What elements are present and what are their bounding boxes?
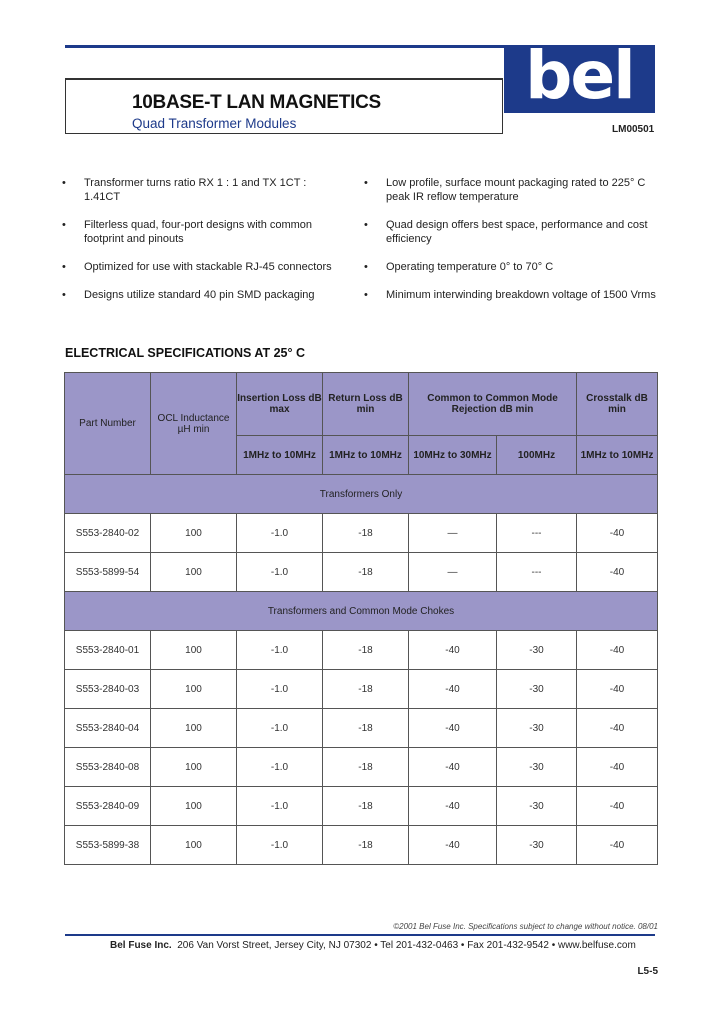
table-cell: 100: [151, 514, 237, 553]
table-cell: 100: [151, 826, 237, 865]
table-cell: -30: [497, 826, 577, 865]
table-cell: -40: [577, 826, 658, 865]
table-cell: -40: [409, 631, 497, 670]
table-cell: 100: [151, 787, 237, 826]
table-cell: ---: [497, 514, 577, 553]
feature-item: • Optimized for use with stackable RJ-45 connectors: [62, 261, 332, 273]
sub-il: 1MHz to 10MHz: [237, 436, 323, 475]
table-row: [65, 670, 658, 709]
table-cell: —: [409, 514, 497, 553]
spec-table: [64, 372, 658, 865]
part-number-cell: S553-2840-09: [65, 787, 151, 826]
part-number-cell: S553-2840-03: [65, 670, 151, 709]
table-row: [65, 709, 658, 748]
doc-code: LM00501: [612, 124, 655, 135]
table-row: [65, 826, 658, 865]
feature-item: • Filterless quad, four-port designs with common footprint and pinouts: [62, 219, 313, 245]
col-part-number: Part Number: [65, 373, 151, 475]
sub-rl: 1MHz to 10MHz: [323, 436, 409, 475]
table-cell: -18: [323, 631, 409, 670]
table-row: [65, 514, 658, 553]
feature-item: • Operating temperature 0° to 70° C: [364, 261, 554, 273]
table-cell: 100: [151, 553, 237, 592]
table-cell: -40: [577, 631, 658, 670]
table-cell: -1.0: [237, 709, 323, 748]
page-subtitle: Quad Transformer Modules: [132, 116, 297, 131]
page-title: 10BASE-T LAN MAGNETICS: [132, 92, 381, 113]
group-label: Transformers and Common Mode Chokes: [65, 592, 658, 631]
table-cell: -30: [497, 670, 577, 709]
col-crosstalk: Crosstalk dB min: [577, 373, 658, 436]
feature-list-right: [364, 176, 664, 316]
table-cell: -1.0: [237, 748, 323, 787]
table-cell: -18: [323, 709, 409, 748]
table-cell: 100: [151, 631, 237, 670]
table-cell: -1.0: [237, 787, 323, 826]
part-number-cell: S553-2840-02: [65, 514, 151, 553]
table-cell: -30: [497, 631, 577, 670]
feature-item: • Quad design offers best space, performance and cost efficiency: [364, 219, 648, 245]
table-cell: 100: [151, 709, 237, 748]
table-cell: -40: [577, 553, 658, 592]
table-cell: -18: [323, 670, 409, 709]
table-cell: -40: [409, 709, 497, 748]
part-number-cell: S553-5899-54: [65, 553, 151, 592]
part-number-cell: S553-2840-01: [65, 631, 151, 670]
table-cell: -30: [497, 748, 577, 787]
table-cell: ---: [497, 553, 577, 592]
table-cell: -1.0: [237, 826, 323, 865]
table-cell: -18: [323, 748, 409, 787]
table-cell: -30: [497, 787, 577, 826]
table-cell: 100: [151, 670, 237, 709]
table-cell: -18: [323, 553, 409, 592]
sub-cmr-2: 100MHz: [497, 436, 577, 475]
sub-cmr-1: 10MHz to 30MHz: [409, 436, 497, 475]
table-cell: 100: [151, 748, 237, 787]
col-insertion-loss: Insertion Loss dB max: [237, 373, 323, 436]
logo-text: bel: [525, 37, 634, 114]
title-box: [65, 78, 503, 134]
table-cell: -40: [577, 787, 658, 826]
table-cell: -40: [409, 826, 497, 865]
col-return-loss: Return Loss dB min: [323, 373, 409, 436]
part-number-cell: S553-2840-08: [65, 748, 151, 787]
footer-address: [110, 940, 636, 951]
table-cell: -40: [409, 670, 497, 709]
bottom-rule: [65, 934, 655, 936]
col-ocl: OCL Inductance µH min: [151, 373, 237, 475]
feature-item: • Designs utilize standard 40 pin SMD packaging: [62, 289, 315, 301]
group-label: Transformers Only: [65, 475, 658, 514]
col-cmr: Common to Common Mode Rejection dB min: [409, 373, 577, 436]
table-cell: -1.0: [237, 514, 323, 553]
spec-heading: ELECTRICAL SPECIFICATIONS AT 25° C: [65, 346, 305, 360]
feature-list-left: [62, 176, 342, 316]
copyright-note: ©2001 Bel Fuse Inc. Specifications subject to change without notice. 08/01: [393, 922, 658, 931]
table-cell: -1.0: [237, 553, 323, 592]
table-cell: -30: [497, 709, 577, 748]
table-cell: -40: [577, 514, 658, 553]
table-cell: —: [409, 553, 497, 592]
table-row: [65, 748, 658, 787]
bel-logo: [504, 37, 655, 114]
table-cell: -18: [323, 514, 409, 553]
part-number-cell: S553-5899-38: [65, 826, 151, 865]
table-cell: -40: [577, 748, 658, 787]
table-cell: -1.0: [237, 631, 323, 670]
table-cell: -18: [323, 787, 409, 826]
table-cell: -1.0: [237, 670, 323, 709]
feature-item: • Low profile, surface mount packaging rated to 225° C peak IR reflow temperature: [364, 177, 646, 203]
table-group-row: [65, 592, 658, 631]
table-group-row: [65, 475, 658, 514]
page-number: L5-5: [637, 966, 658, 977]
table-row: [65, 553, 658, 592]
footer-contact: 206 Van Vorst Street, Jersey City, NJ 07302 • Tel 201-432-0463 • Fax 201-432-9542 • www.belfuse.com: [177, 940, 636, 951]
feature-item: • Minimum interwinding breakdown voltage of 1500 Vrms: [364, 289, 656, 301]
footer-company: Bel Fuse Inc.: [110, 940, 172, 951]
table-row: [65, 787, 658, 826]
table-cell: -18: [323, 826, 409, 865]
table-cell: -40: [577, 709, 658, 748]
feature-item: • Transformer turns ratio RX 1 : 1 and TX 1CT : 1.41CT: [62, 177, 307, 203]
table-cell: -40: [577, 670, 658, 709]
table-cell: -40: [409, 748, 497, 787]
table-cell: -40: [409, 787, 497, 826]
table-row: [65, 631, 658, 670]
part-number-cell: S553-2840-04: [65, 709, 151, 748]
sub-xt: 1MHz to 10MHz: [577, 436, 658, 475]
